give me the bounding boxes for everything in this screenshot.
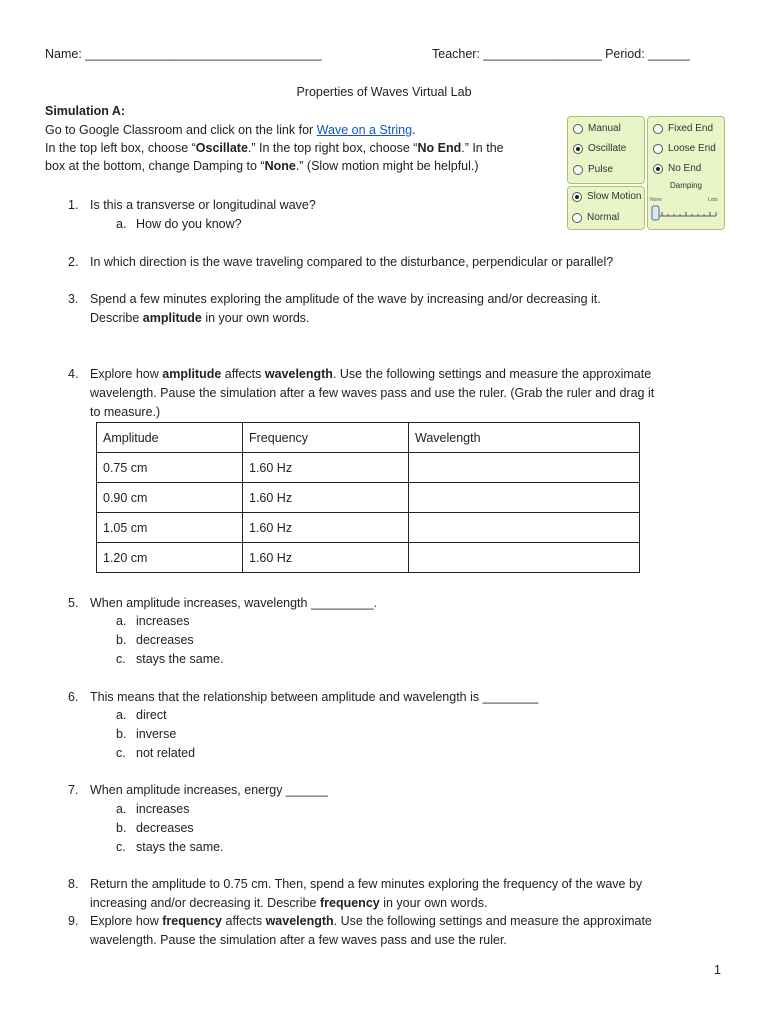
- intro-line-1: Go to Google Classroom and click on the link for Wave on a String.: [45, 123, 416, 137]
- table-row: [97, 483, 640, 513]
- table-row: [97, 543, 640, 573]
- q7-option-label: b.: [116, 821, 127, 835]
- radio-oscillate[interactable]: Oscillate: [573, 143, 626, 154]
- q5-number: 5.: [68, 596, 79, 610]
- end-type-box: [647, 116, 725, 230]
- q6-number: 6.: [68, 690, 79, 704]
- radio-pulse[interactable]: Pulse: [573, 164, 613, 175]
- damping-label: Damping: [669, 181, 702, 190]
- q5-option-label: b.: [116, 633, 127, 647]
- wavelength-answer-cell[interactable]: [409, 543, 640, 573]
- q8-line-2: increasing and/or decreasing it. Describe frequency in your own words.: [90, 896, 488, 910]
- radio-no-end[interactable]: No End: [653, 163, 701, 174]
- wavelength-answer-cell[interactable]: [409, 483, 640, 513]
- q6-option-label: b.: [116, 727, 127, 741]
- table-header-cell: Wavelength: [409, 423, 640, 453]
- wavelength-answer-cell[interactable]: [409, 453, 640, 483]
- speed-box: [567, 186, 645, 230]
- q9-line-2: wavelength. Pause the simulation after a few waves pass and use the ruler.: [90, 933, 507, 947]
- q5-option-text: decreases: [136, 633, 194, 647]
- q6-option-text: not related: [136, 746, 196, 760]
- q6-text: This means that the relationship between amplitude and wavelength is ________: [90, 690, 539, 704]
- table-cell: 1.20 cm: [97, 543, 243, 573]
- table-header-cell: Amplitude: [97, 423, 243, 453]
- q6-option-text: inverse: [136, 727, 177, 741]
- damping-min-label: None: [650, 197, 662, 203]
- table-cell: 0.90 cm: [97, 483, 243, 513]
- radio-slow-motion[interactable]: Slow Motion: [572, 191, 641, 202]
- q9-line-1: Explore how frequency affects wavelength. Use the following settings and measure the approximate: [90, 914, 652, 928]
- table-header-row: [97, 423, 640, 453]
- motion-mode-box: [567, 116, 645, 184]
- table-header-cell: Frequency: [243, 423, 409, 453]
- table-cell: 1.60 Hz: [243, 483, 409, 513]
- radio-loose-end[interactable]: Loose End: [653, 143, 716, 154]
- page-number: 1: [714, 963, 721, 977]
- q5-option-label: a.: [116, 614, 127, 628]
- q5-option-text: increases: [136, 614, 190, 628]
- q2-text: In which direction is the wave traveling compared to the disturbance, perpendicular or parallel?: [90, 255, 614, 269]
- q1-text: Is this a transverse or longitudinal wave?: [90, 198, 316, 212]
- damping-max-label: Lots: [708, 197, 718, 203]
- radio-normal[interactable]: Normal: [572, 212, 619, 223]
- q4-line-1: Explore how amplitude affects wavelength. Use the following settings and measure the approximate: [90, 367, 652, 381]
- table-cell: 0.75 cm: [97, 453, 243, 483]
- document-title: Properties of Waves Virtual Lab: [296, 85, 472, 99]
- simulation-heading: Simulation A:: [45, 104, 126, 118]
- damping-slider-thumb[interactable]: [652, 206, 659, 220]
- table-cell: 1.60 Hz: [243, 543, 409, 573]
- wavelength-answer-cell[interactable]: [409, 513, 640, 543]
- intro-line-3: box at the bottom, change Damping to “None.” (Slow motion might be helpful.): [45, 159, 479, 173]
- q4-number: 4.: [68, 367, 79, 381]
- wave-on-a-string-link[interactable]: Wave on a String: [316, 123, 413, 137]
- q1-number: 1.: [68, 198, 79, 212]
- q7-text: When amplitude increases, energy ______: [90, 783, 328, 797]
- q1-a-text: How do you know?: [136, 217, 242, 231]
- q2-number: 2.: [68, 255, 79, 269]
- teacher-period-label: Teacher: _________________ Period: ______: [432, 47, 690, 61]
- q7-option-text: decreases: [136, 821, 194, 835]
- q8-number: 8.: [68, 877, 79, 891]
- q4-line-2: wavelength. Pause the simulation after a few waves pass and use the ruler. (Grab the ruler and drag it: [90, 386, 655, 400]
- q8-line-1: Return the amplitude to 0.75 cm. Then, spend a few minutes exploring the frequency of the wave by: [90, 877, 643, 891]
- q7-option-label: c.: [116, 840, 126, 854]
- table-cell: 1.60 Hz: [243, 453, 409, 483]
- intro-line-2: In the top left box, choose “Oscillate.” In the top right box, choose “No End.” In the: [45, 141, 504, 155]
- q6-option-text: direct: [136, 708, 167, 722]
- q3-line-2: Describe amplitude in your own words.: [90, 311, 310, 325]
- q9-number: 9.: [68, 914, 79, 928]
- q6-option-label: a.: [116, 708, 127, 722]
- q3-line-1: Spend a few minutes exploring the amplitude of the wave by increasing and/or decreasing it.: [90, 292, 601, 306]
- table-cell: 1.60 Hz: [243, 513, 409, 543]
- q7-option-label: a.: [116, 802, 127, 816]
- radio-fixed-end[interactable]: Fixed End: [653, 123, 713, 134]
- table-row: [97, 513, 640, 543]
- q1-a-label: a.: [116, 217, 127, 231]
- name-field-label: Name: __________________________________: [45, 47, 322, 61]
- q3-number: 3.: [68, 292, 79, 306]
- q6-option-label: c.: [116, 746, 126, 760]
- amplitude-wavelength-table: [96, 422, 640, 573]
- damping-slider[interactable]: [650, 203, 722, 223]
- radio-manual[interactable]: Manual: [573, 123, 621, 134]
- q7-number: 7.: [68, 783, 79, 797]
- q5-option-text: stays the same.: [136, 652, 224, 666]
- q5-option-label: c.: [116, 652, 126, 666]
- q4-line-3: to measure.): [90, 405, 161, 419]
- table-row: [97, 453, 640, 483]
- q7-option-text: increases: [136, 802, 190, 816]
- q5-text: When amplitude increases, wavelength _________.: [90, 596, 377, 610]
- table-cell: 1.05 cm: [97, 513, 243, 543]
- q7-option-text: stays the same.: [136, 840, 224, 854]
